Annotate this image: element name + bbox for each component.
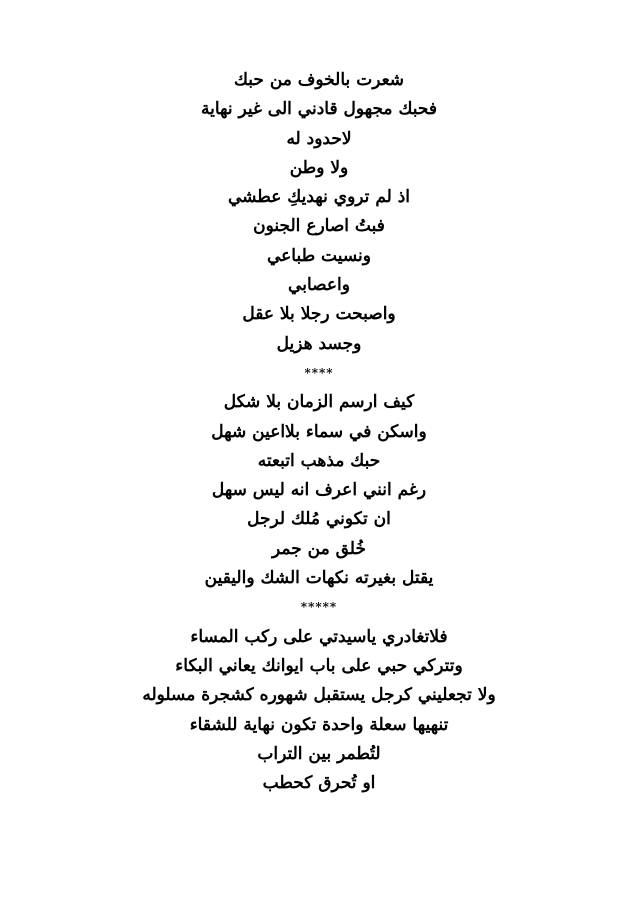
poem-line: واصبحت رجلا بلا عقل bbox=[242, 304, 396, 325]
poem-line: فبتُ اصارع الجنون bbox=[253, 216, 385, 237]
poem-line: واسكن في سماء بلااعين شهل bbox=[211, 421, 427, 442]
poem-line: وجسد هزيل bbox=[276, 333, 362, 354]
poem-line: فلاتغادري ياسيدتي على ركب المساء bbox=[190, 626, 448, 647]
poem-line: تنهيها سعلة واحدة تكون نهاية للشقاء bbox=[189, 714, 449, 735]
poem-line: او تُحرق كحطب bbox=[262, 773, 376, 794]
poem-line: خُلق من جمر bbox=[272, 538, 366, 559]
stanza-separator: ***** bbox=[300, 600, 338, 615]
poem-line: لاحدود له bbox=[286, 128, 352, 149]
poem-line: رغم انني اعرف انه ليس سهل bbox=[211, 480, 427, 501]
poem-line: فحبك مجهول قادني الى غير نهاية bbox=[200, 99, 438, 120]
poem-line: ان تكوني مُلك لرجل bbox=[247, 509, 391, 530]
poem-line: كيف ارسم الزمان بلا شكل bbox=[223, 392, 415, 413]
poem-line: اذ لم تروي نهديكِ عطشي bbox=[227, 187, 411, 208]
poem-line: يقتل بغيرته نكهات الشك واليقين bbox=[204, 568, 434, 589]
poem-line: لتُطمر بين التراب bbox=[257, 743, 381, 764]
poem-line: حبك مذهب اتبعته bbox=[257, 450, 381, 471]
poem-line: ولا وطن bbox=[289, 157, 349, 178]
poem-body bbox=[0, 66, 638, 798]
poem-line: وتتركي حبي على باب ايوانك يعاني البكاء bbox=[175, 655, 463, 676]
poem-line: شعرت بالخوف من حبك bbox=[233, 70, 405, 90]
stanza-separator: **** bbox=[304, 365, 334, 380]
poem-line: ونسيت طباعي bbox=[266, 245, 371, 266]
poem-line: واعصابي bbox=[288, 275, 350, 296]
poem-line: ولا تجعليني كرجل يستقبل شهوره كشجرة مسلوله bbox=[142, 685, 496, 706]
